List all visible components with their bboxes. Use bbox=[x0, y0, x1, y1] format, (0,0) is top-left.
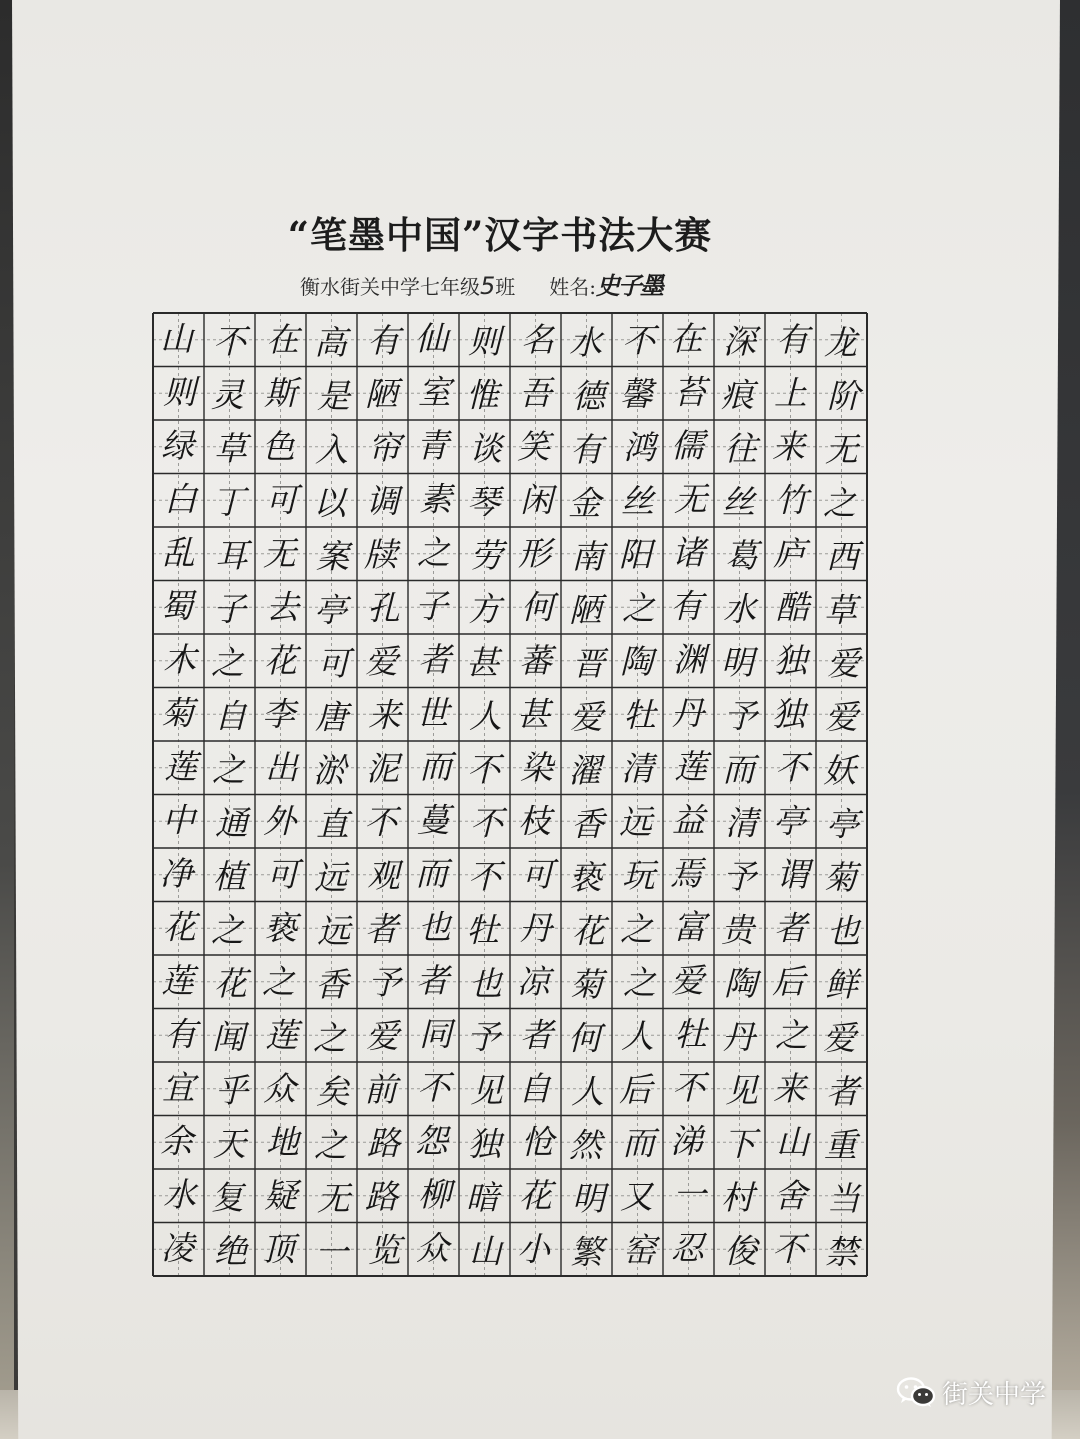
grid-character: 牍 bbox=[364, 534, 397, 574]
grid-character: 晋 bbox=[572, 643, 605, 683]
grid-character: 然 bbox=[569, 1125, 602, 1165]
grid-character: 爱 bbox=[366, 1016, 399, 1056]
grid-character: 痕 bbox=[721, 375, 754, 415]
grid-character: 莲 bbox=[674, 746, 707, 786]
grid-character: 一 bbox=[315, 1232, 348, 1272]
grid-character: 蕃 bbox=[519, 640, 552, 680]
grid-character: 酷 bbox=[776, 587, 809, 627]
grid-character: 繁 bbox=[570, 1232, 603, 1272]
grid-character: 不 bbox=[622, 320, 655, 360]
grid-character: 可 bbox=[317, 643, 350, 683]
grid-character: 陋 bbox=[365, 374, 398, 414]
grid-character: 山 bbox=[469, 1231, 502, 1271]
grid-character: 有 bbox=[164, 1014, 197, 1054]
grid-character: 甚 bbox=[517, 694, 550, 734]
grid-character: 不 bbox=[772, 1229, 805, 1269]
grid-character: 吾 bbox=[519, 373, 552, 413]
grid-character: 木 bbox=[163, 639, 196, 679]
grid-character: 香 bbox=[571, 804, 604, 844]
grid-character: 可 bbox=[266, 854, 299, 894]
grid-character: 而 bbox=[722, 749, 755, 789]
grid-character: 甚 bbox=[466, 642, 499, 682]
wechat-watermark bbox=[896, 1372, 1046, 1412]
grid-character: 无 bbox=[825, 429, 858, 469]
grid-character: 陶 bbox=[724, 963, 757, 1003]
grid-character: 观 bbox=[367, 855, 400, 895]
grid-character: 以 bbox=[313, 483, 346, 523]
grid-character: 渊 bbox=[673, 639, 706, 679]
grid-character: 则 bbox=[468, 321, 501, 361]
class-number: 5 bbox=[480, 272, 496, 300]
grid-character: 又 bbox=[620, 1176, 653, 1216]
grid-character: 人 bbox=[469, 696, 502, 736]
grid-character: 明 bbox=[721, 642, 754, 682]
grid-character: 有 bbox=[367, 320, 400, 360]
grid-character: 矣 bbox=[316, 1071, 349, 1111]
grid-character: 可 bbox=[521, 854, 554, 894]
grid-character: 蔓 bbox=[417, 800, 450, 840]
grid-character: 爱 bbox=[823, 1018, 856, 1058]
grid-character: 当 bbox=[827, 1178, 860, 1218]
grid-character: 上 bbox=[774, 373, 807, 413]
grid-character: 顶 bbox=[262, 1229, 295, 1269]
grid-character: 爱 bbox=[827, 643, 860, 683]
grid-character: 莲 bbox=[161, 960, 194, 1000]
watermark-text: 街关中学 bbox=[942, 1379, 1047, 1410]
grid-character: 玩 bbox=[622, 855, 655, 895]
grid-character: 怆 bbox=[521, 1122, 554, 1162]
grid-character: 不 bbox=[417, 1067, 450, 1107]
grid-character: 来 bbox=[368, 695, 401, 735]
grid-character: 爱 bbox=[671, 960, 704, 1000]
grid-character: 可 bbox=[265, 480, 298, 520]
grid-character: 后 bbox=[772, 961, 805, 1001]
grid-character: 富 bbox=[673, 907, 706, 947]
class-suffix: 班 bbox=[495, 275, 516, 299]
grid-character: 有 bbox=[570, 429, 603, 469]
grid-character: 益 bbox=[672, 800, 705, 840]
grid-character: 闻 bbox=[212, 1017, 245, 1057]
grid-character: 人 bbox=[621, 1016, 654, 1056]
grid-character: 阶 bbox=[827, 376, 860, 416]
grid-character: 路 bbox=[365, 1176, 398, 1216]
grid-character: 同 bbox=[419, 1014, 452, 1054]
grid-character: 名 bbox=[521, 319, 554, 359]
grid-character: 直 bbox=[316, 804, 349, 844]
grid-character: 金 bbox=[568, 483, 601, 523]
grid-character: 亭 bbox=[314, 590, 347, 630]
grid-character: 有 bbox=[670, 586, 703, 626]
grid-character: 何 bbox=[521, 587, 554, 627]
grid-character: 菊 bbox=[570, 964, 603, 1004]
grid-character: 不 bbox=[672, 1067, 705, 1107]
grid-character: 自 bbox=[214, 696, 247, 736]
grid-character: 之 bbox=[212, 749, 245, 789]
grid-character: 绿 bbox=[161, 425, 194, 465]
grid-character: 之 bbox=[823, 483, 856, 523]
grid-character: 琴 bbox=[467, 482, 500, 522]
grid-character: 帘 bbox=[368, 427, 401, 467]
grid-character: 丹 bbox=[671, 693, 704, 733]
grid-character: 绝 bbox=[214, 1231, 247, 1271]
grid-character: 青 bbox=[416, 425, 449, 465]
grid-character: 花 bbox=[572, 911, 605, 951]
grid-character: 牡 bbox=[466, 910, 499, 950]
grid-character: 焉 bbox=[670, 853, 703, 893]
grid-character: 室 bbox=[418, 372, 451, 412]
grid-character: 予 bbox=[368, 962, 401, 1002]
grid-character: 丹 bbox=[519, 908, 552, 948]
grid-character: 惟 bbox=[466, 375, 499, 415]
grid-character: 外 bbox=[263, 801, 296, 841]
grid-character: 调 bbox=[366, 481, 399, 521]
grid-character: 植 bbox=[213, 856, 246, 896]
grid-character: 乱 bbox=[162, 532, 195, 572]
grid-character: 斯 bbox=[264, 373, 297, 413]
grid-character: 不 bbox=[213, 321, 246, 361]
grid-character: 来 bbox=[773, 1068, 806, 1108]
grid-character: 也 bbox=[827, 911, 860, 951]
grid-character: 清 bbox=[621, 748, 654, 788]
grid-character: 宜 bbox=[162, 1067, 195, 1107]
grid-character: 暗 bbox=[466, 1177, 499, 1217]
grid-character: 而 bbox=[622, 1123, 655, 1163]
grid-character: 香 bbox=[315, 964, 348, 1004]
grid-character: 者 bbox=[826, 1071, 859, 1111]
grid-character: 花 bbox=[163, 907, 196, 947]
grid-character: 村 bbox=[721, 1177, 754, 1217]
grid-character: 涕 bbox=[670, 1121, 703, 1161]
grid-character: 菊 bbox=[824, 857, 857, 897]
grid-character: 之 bbox=[313, 1018, 346, 1058]
grid-character: 者 bbox=[418, 639, 451, 679]
grid-character: 则 bbox=[163, 372, 196, 412]
grid-character: 来 bbox=[772, 426, 805, 466]
grid-character: 花 bbox=[214, 963, 247, 1003]
grid-character: 见 bbox=[470, 1070, 503, 1110]
grid-character: 笑 bbox=[517, 426, 550, 466]
grid-character: 而 bbox=[415, 853, 448, 893]
grid-character: 丹 bbox=[722, 1017, 755, 1057]
grid-character: 竹 bbox=[775, 480, 808, 520]
grid-character: 予 bbox=[724, 696, 757, 736]
grid-character: 地 bbox=[266, 1122, 299, 1162]
grid-character: 凉 bbox=[517, 961, 550, 1001]
grid-character: 爱 bbox=[570, 697, 603, 737]
grid-character: 清 bbox=[725, 803, 758, 843]
grid-character: 苔 bbox=[673, 372, 706, 412]
grid-character: 谓 bbox=[776, 854, 809, 894]
grid-character: 谈 bbox=[469, 428, 502, 468]
grid-character: 也 bbox=[418, 907, 451, 947]
grid-character: 莲 bbox=[265, 1015, 298, 1055]
grid-character: 明 bbox=[572, 1178, 605, 1218]
grid-character: 之 bbox=[262, 961, 295, 1001]
wechat-icon bbox=[896, 1376, 936, 1408]
grid-character: 阳 bbox=[619, 534, 652, 574]
grid-character: 独 bbox=[772, 694, 805, 734]
grid-character: 忍 bbox=[671, 1228, 704, 1268]
grid-character: 形 bbox=[518, 533, 551, 573]
grid-character: 李 bbox=[262, 694, 295, 734]
grid-character: 闲 bbox=[520, 480, 553, 520]
grid-character: 览 bbox=[368, 1230, 401, 1270]
grid-character: 舍 bbox=[774, 1175, 807, 1215]
grid-character: 子 bbox=[213, 589, 246, 629]
grid-character: 丁 bbox=[212, 482, 245, 522]
grid-character: 者 bbox=[774, 908, 807, 948]
grid-character: 独 bbox=[774, 640, 807, 680]
grid-character: 陋 bbox=[569, 590, 602, 630]
grid-character: 爱 bbox=[365, 641, 398, 681]
grid-character: 山 bbox=[776, 1122, 809, 1162]
grid-character: 染 bbox=[520, 747, 553, 787]
grid-character: 世 bbox=[416, 693, 449, 733]
grid-character: 爱 bbox=[825, 697, 858, 737]
grid-character: 亭 bbox=[773, 801, 806, 841]
grid-character: 也 bbox=[469, 963, 502, 1003]
grid-character: 小 bbox=[517, 1229, 550, 1269]
grid-character: 之 bbox=[211, 642, 244, 682]
grid-character: 水 bbox=[723, 589, 756, 629]
grid-character: 濯 bbox=[568, 750, 601, 790]
grid-character: 亵 bbox=[264, 908, 297, 948]
grid-character: 人 bbox=[571, 1071, 604, 1111]
grid-character: 见 bbox=[725, 1070, 758, 1110]
grid-character: 不 bbox=[468, 856, 501, 896]
grid-character: 者 bbox=[416, 960, 449, 1000]
grid-character: 中 bbox=[162, 800, 195, 840]
grid-character: 山 bbox=[160, 318, 193, 358]
grid-character: 禁 bbox=[825, 1232, 858, 1272]
grid-character: 通 bbox=[215, 803, 248, 843]
student-signature: 史子墨 bbox=[596, 272, 663, 300]
grid-character: 出 bbox=[265, 747, 298, 787]
grid-character: 不 bbox=[775, 747, 808, 787]
grid-character: 仙 bbox=[415, 318, 448, 358]
grid-character: 牡 bbox=[623, 695, 656, 735]
grid-character: 德 bbox=[572, 376, 605, 416]
grid-character: 水 bbox=[569, 322, 602, 362]
grid-character: 妖 bbox=[823, 750, 856, 790]
grid-character: 草 bbox=[824, 590, 857, 630]
grid-character: 者 bbox=[365, 909, 398, 949]
grid-character: 之 bbox=[211, 910, 244, 950]
grid-character: 案 bbox=[316, 536, 349, 576]
grid-character: 贵 bbox=[721, 910, 754, 950]
grid-character: 淤 bbox=[313, 750, 346, 790]
grid-character: 鲜 bbox=[825, 964, 858, 1004]
grid-character: 后 bbox=[619, 1069, 652, 1109]
grid-character: 净 bbox=[160, 853, 193, 893]
grid-character: 往 bbox=[724, 428, 757, 468]
grid-character: 蜀 bbox=[160, 586, 193, 626]
school-class-label: 衡水街关中学七年级 bbox=[300, 275, 480, 299]
grid-character: 有 bbox=[776, 319, 809, 359]
grid-character: 独 bbox=[468, 1124, 501, 1164]
grid-character: 高 bbox=[314, 322, 347, 362]
grid-character: 草 bbox=[214, 428, 247, 468]
grid-character: 柳 bbox=[418, 1174, 451, 1214]
grid-character: 花 bbox=[264, 640, 297, 680]
grid-character: 入 bbox=[315, 429, 348, 469]
grid-character: 众 bbox=[416, 1228, 449, 1268]
grid-character: 者 bbox=[520, 1015, 553, 1055]
grid-character: 亭 bbox=[826, 804, 859, 844]
grid-character: 无 bbox=[317, 1178, 350, 1218]
grid-character: 花 bbox=[519, 1175, 552, 1215]
grid-character: 天 bbox=[213, 1124, 246, 1164]
grid-character: 疑 bbox=[264, 1175, 297, 1215]
grid-character: 之 bbox=[623, 962, 656, 1002]
grid-character: 陶 bbox=[620, 641, 653, 681]
grid-character: 是 bbox=[317, 376, 350, 416]
grid-character: 鸿 bbox=[623, 427, 656, 467]
grid-character: 众 bbox=[263, 1068, 296, 1108]
grid-character: 馨 bbox=[620, 374, 653, 414]
grid-character: 凌 bbox=[161, 1228, 194, 1268]
grid-character: 唐 bbox=[315, 697, 348, 737]
name-label: 姓名: bbox=[549, 275, 597, 299]
contest-title: “笔墨中国”汉字书法大赛 bbox=[287, 213, 713, 257]
grid-character: 怨 bbox=[415, 1121, 448, 1161]
grid-character: 下 bbox=[723, 1124, 756, 1164]
grid-character: 儒 bbox=[671, 425, 704, 465]
grid-character: 予 bbox=[467, 1017, 500, 1057]
grid-character: 远 bbox=[619, 802, 652, 842]
grid-character: 去 bbox=[266, 587, 299, 627]
grid-character: 之 bbox=[620, 909, 653, 949]
grid-character: 菊 bbox=[161, 693, 194, 733]
grid-character: 孔 bbox=[367, 588, 400, 628]
grid-character: 复 bbox=[211, 1177, 244, 1217]
grid-character: 之 bbox=[622, 588, 655, 628]
grid-character: 余 bbox=[160, 1121, 193, 1161]
grid-character: 牡 bbox=[674, 1014, 707, 1054]
grid-character: 亵 bbox=[569, 857, 602, 897]
grid-character: 南 bbox=[571, 536, 604, 576]
grid-character: 在 bbox=[670, 318, 703, 358]
grid-character: 耳 bbox=[215, 535, 248, 575]
grid-character: 泥 bbox=[366, 748, 399, 788]
grid-character: 予 bbox=[723, 856, 756, 896]
grid-character: 远 bbox=[317, 911, 350, 951]
grid-character: 不 bbox=[467, 749, 500, 789]
grid-character: 莲 bbox=[164, 746, 197, 786]
grid-character: 劳 bbox=[470, 535, 503, 575]
grid-character: 深 bbox=[723, 321, 756, 361]
grid-character: 庐 bbox=[773, 533, 806, 573]
grid-character: 之 bbox=[314, 1125, 347, 1165]
grid-character: 枝 bbox=[518, 801, 551, 841]
grid-character: 素 bbox=[419, 479, 452, 519]
grid-character: 灵 bbox=[211, 375, 244, 415]
grid-character: 葛 bbox=[725, 535, 758, 575]
grid-lines bbox=[153, 313, 867, 1276]
grid-character: 丝 bbox=[722, 482, 755, 522]
grid-character: 之 bbox=[417, 532, 450, 572]
grid-character: 无 bbox=[263, 533, 296, 573]
grid-character: 之 bbox=[775, 1015, 808, 1055]
grid-character: 子 bbox=[415, 586, 448, 626]
grid-character: 不 bbox=[470, 803, 503, 843]
grid-character: 自 bbox=[518, 1068, 551, 1108]
grid-character: 丝 bbox=[621, 481, 654, 521]
grid-character: 水 bbox=[163, 1174, 196, 1214]
grid-character: 无 bbox=[674, 479, 707, 519]
grid-character: 前 bbox=[364, 1069, 397, 1109]
grid-character: 窑 bbox=[623, 1230, 656, 1270]
grid-character: 龙 bbox=[824, 322, 857, 362]
grid-character: 一 bbox=[673, 1174, 706, 1214]
grid-character: 方 bbox=[468, 589, 501, 629]
grid-character: 俊 bbox=[724, 1231, 757, 1271]
grid-character: 色 bbox=[262, 426, 295, 466]
grid-character: 何 bbox=[568, 1018, 601, 1058]
grid-character: 重 bbox=[824, 1125, 857, 1165]
grid-character: 诸 bbox=[672, 532, 705, 572]
grid-character: 白 bbox=[164, 479, 197, 519]
grid-character: 路 bbox=[367, 1123, 400, 1163]
grid-character: 乎 bbox=[215, 1070, 248, 1110]
grid-character: 不 bbox=[364, 802, 397, 842]
grid-character: 西 bbox=[826, 536, 859, 576]
grid-character: 远 bbox=[314, 857, 347, 897]
grid-character: 在 bbox=[266, 319, 299, 359]
grid-character: 而 bbox=[419, 746, 452, 786]
